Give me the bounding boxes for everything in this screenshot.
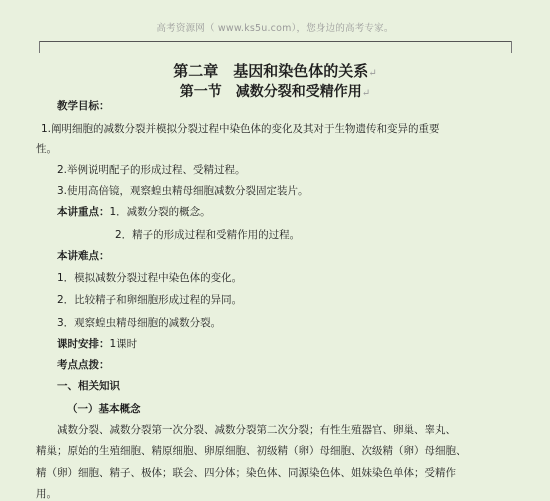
key-points-row [57, 205, 211, 219]
schedule-value: 1课时 [109, 338, 138, 350]
paragraph-mark-icon: ↵ [361, 88, 371, 99]
key-point-2: 2．精子的形成过程和受精作用的过程。 [115, 229, 301, 241]
chapter-title-text: 第二章 基因和染色体的关系 [173, 62, 369, 80]
paragraph-mark-icon: ↵ [368, 68, 377, 79]
section-title-text: 第一节 减数分裂和受精作用 [179, 84, 362, 100]
points-label: 考点点拨： [57, 359, 110, 371]
difficulty-3: 3．观察蝗虫精母细胞的减数分裂。 [57, 317, 222, 329]
section-heading-1: 一、相关知识 [57, 380, 120, 392]
concepts-line-4: 用。 [36, 488, 57, 500]
objective-3: 3.使用高倍镜，观察蝗虫精母细胞减数分裂固定装片。 [57, 185, 309, 197]
concepts-line-3: 精（卵）细胞、精子、极体；联会、四分体；染色体、同源染色体、姐妹染色单体；受精作 [36, 467, 456, 479]
crop-mark-right [511, 41, 512, 53]
objective-1-line-2: 性。 [36, 143, 57, 155]
page-header: 高考资源网（ www.ks5u.com），您身边的高考专家。 [156, 23, 394, 34]
subheading-1: （一）基本概念 [67, 403, 141, 415]
objective-2: 2.举例说明配子的形成过程、受精过程。 [57, 164, 246, 176]
difficulty-2: 2．比较精子和卵细胞形成过程的异同。 [57, 294, 243, 306]
concepts-line-1: 减数分裂、减数分裂第一次分裂、减数分裂第二次分裂；有性生殖器官、卵巢、睾丸、 [57, 424, 456, 436]
objective-1-line-1: 1.阐明细胞的减数分裂并模拟分裂过程中染色体的变化及其对于生物遗传和变异的重要 [41, 123, 440, 135]
difficulty-1: 1．模拟减数分裂过程中染色体的变化。 [57, 272, 243, 284]
section-title [0, 81, 550, 101]
crop-mark-left [39, 41, 40, 53]
key-points-label: 本讲重点： [57, 206, 110, 218]
concepts-line-2: 精巢；原始的生殖细胞、精原细胞、卵原细胞、初级精（卵）母细胞、次级精（卵）母细胞、 [36, 445, 467, 457]
objectives-label: 教学目标： [57, 100, 110, 112]
schedule-row [57, 337, 137, 351]
key-point-1: 1．减数分裂的概念。 [109, 206, 211, 218]
difficulties-label: 本讲难点： [57, 250, 110, 262]
schedule-label: 课时安排： [57, 338, 110, 350]
header-rule [40, 41, 512, 42]
chapter-title [0, 60, 550, 81]
